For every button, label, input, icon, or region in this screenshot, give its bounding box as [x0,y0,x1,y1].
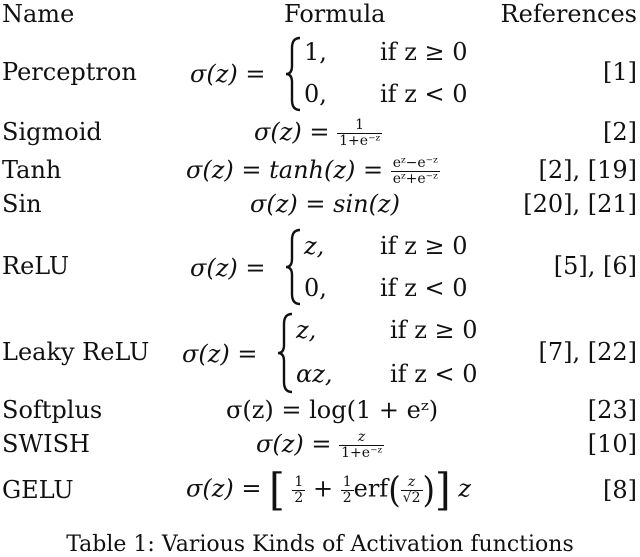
activation-reference: [2], [19] [538,156,637,184]
case2-value: αz, [296,360,333,388]
activation-name: SWISH [2,430,90,458]
activation-reference: [20], [21] [523,190,637,218]
table-row [0,310,640,396]
activation-name: Sigmoid [2,118,102,146]
fraction-numerator: 1 [342,473,352,490]
table-row [0,224,640,306]
formula: σ(z) = sin(z) [250,190,400,218]
table-row [0,114,640,150]
activation-name: GELU [2,476,74,504]
fraction-half [292,475,305,506]
formula [256,430,384,461]
table-row [0,190,640,224]
activation-reference: [8] [603,476,637,504]
table-row [0,396,640,428]
fraction-half [341,475,354,506]
formula-lhs: σ(z) = [256,430,332,458]
activation-reference: [5], [6] [553,252,637,280]
case1-value: 1, [304,38,327,66]
left-bracket: [ [269,464,285,516]
fraction-denominator: 1+e⁻ᶻ [339,133,381,149]
formula-lhs: σ(z) = [190,60,266,88]
fraction-denominator: eᶻ+e⁻ᶻ [392,171,438,187]
fraction-erf [401,475,423,506]
case2-value: 0, [304,274,327,302]
formula [254,118,382,149]
formula [186,156,440,187]
activation-name: Sin [2,190,42,218]
header-name: Name [2,0,75,28]
table-row [0,152,640,190]
cases-brace [284,36,302,112]
activation-name: ReLU [2,252,70,280]
header-formula: Formula [284,0,386,28]
table-row [0,430,640,466]
case2-condition: if z < 0 [380,274,468,302]
activation-name: Tanh [2,156,62,184]
formula-tail: z [458,474,471,503]
formula-lhs: σ(z) = [186,474,262,503]
activation-reference: [1] [603,58,637,86]
activation-reference: [10] [587,430,637,458]
fraction [391,156,440,187]
activation-reference: [23] [587,396,637,424]
case1-condition: if z ≥ 0 [380,38,468,66]
activation-reference: [2] [603,118,637,146]
activation-name: Perceptron [2,58,137,86]
case1-value: z, [296,316,317,344]
erf-function: erf [353,474,389,503]
case1-condition: if z ≥ 0 [390,316,478,344]
activation-reference: [7], [22] [538,338,637,366]
table-row [0,466,640,522]
fraction [339,430,384,461]
fraction-numerator: 1 [294,473,304,490]
plus-sign: + [312,474,334,503]
formula-lhs: σ(z) = [182,340,258,368]
header-references: References [500,0,637,28]
formula-lhs: σ(z) = [190,254,266,282]
fraction-numerator: 1 [337,118,382,134]
fraction [337,118,382,149]
fraction-numerator: eᶻ−e⁻ᶻ [392,155,438,171]
case1-condition: if z ≥ 0 [380,232,468,260]
right-paren: ) [422,469,435,511]
fraction-numerator: z [339,430,384,446]
case2-condition: if z < 0 [390,360,478,388]
fraction-numerator: z [401,475,423,491]
table-caption: Table 1: Various Kinds of Activation functions [66,532,574,557]
formula-lhs: σ(z) = [254,118,330,146]
fraction-denominator: 2 [294,489,304,506]
activation-name: Softplus [2,396,103,424]
cases-brace [284,228,302,306]
case1-value: z, [304,232,325,260]
right-bracket: ] [434,464,451,516]
cases-brace [276,312,294,394]
case2-condition: if z < 0 [380,80,468,108]
case2-value: 0, [304,80,327,108]
formula [186,464,471,516]
formula: σ(z) = log(1 + eᶻ) [226,396,439,424]
left-paren: ( [388,469,401,511]
fraction-denominator: 2 [342,489,352,506]
activation-name: Leaky ReLU [2,338,150,366]
formula-lhs: σ(z) = tanh(z) = [186,156,384,184]
table-row [0,34,640,114]
fraction-denominator: 1+e⁻ᶻ [341,445,383,461]
fraction-denominator: √2 [402,489,421,506]
